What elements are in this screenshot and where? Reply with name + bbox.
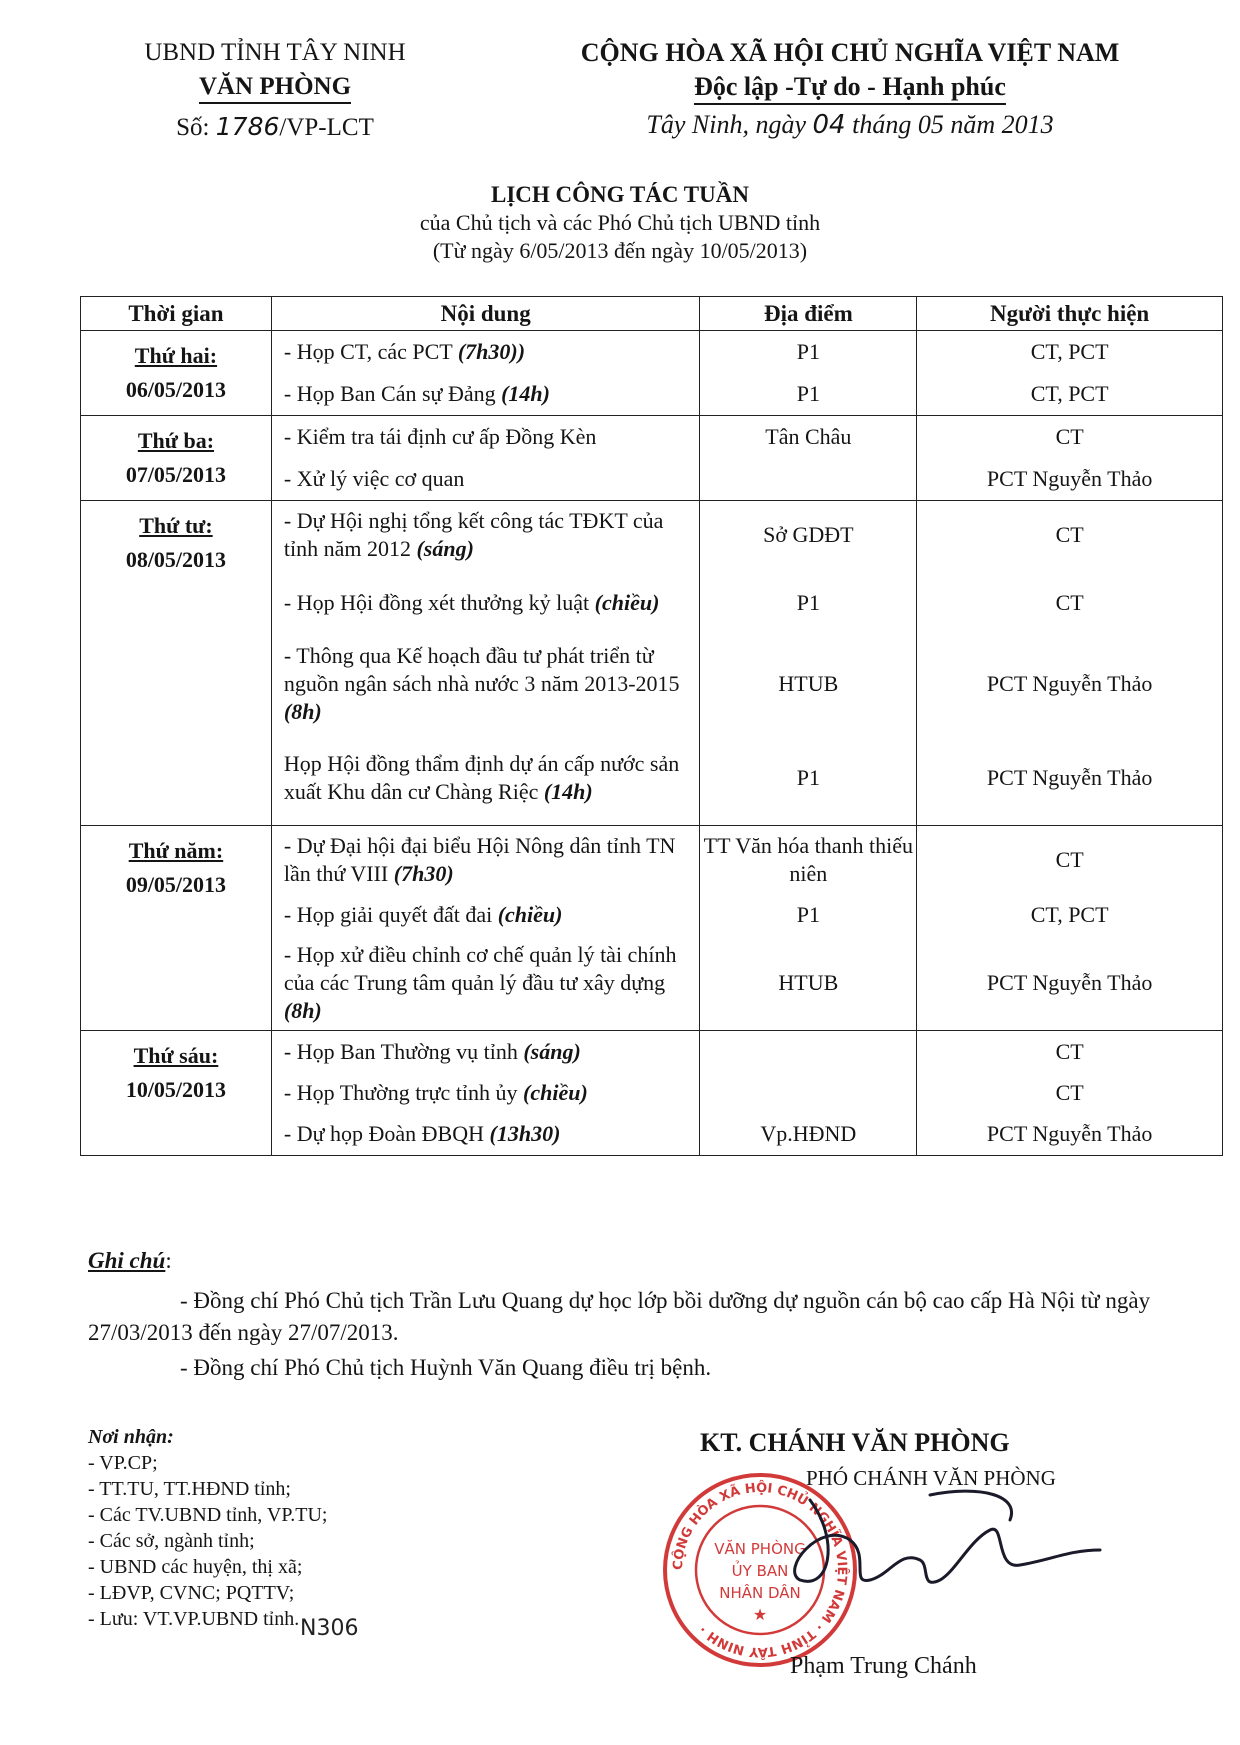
schedule-item <box>272 1031 700 1072</box>
item-text: - Thông qua Kế hoạch đầu tư phát triển từ nguồn ngân sách nhà nước 3 năm 2013-2015 <box>283 643 680 696</box>
day-name: Thứ hai: <box>134 343 218 368</box>
handwritten-signature <box>780 1480 1110 1610</box>
day-date: 09/05/2013 <box>125 872 227 897</box>
table-row <box>81 501 1223 826</box>
day-cell <box>81 416 272 501</box>
item-time: (7h30)) <box>457 339 526 364</box>
person-cell <box>917 501 1223 826</box>
issue-day-handwritten: 04 <box>812 110 846 140</box>
item-text: - Họp Hội đồng xét thưởng kỷ luật <box>283 590 595 615</box>
national-motto: Độc lập -Tự do - Hạnh phúc <box>520 70 1180 104</box>
item-person: CT <box>1055 847 1084 872</box>
item-time: (sáng) <box>523 1038 581 1064</box>
issuer-province: UBND TỈNH TÂY NINH <box>144 39 406 66</box>
header-person: Người thực hiện <box>917 297 1223 331</box>
place-cell <box>700 501 917 826</box>
schedule-item <box>272 826 700 894</box>
item-place: HTUB <box>778 970 839 995</box>
header-time: Thời gian <box>81 297 272 331</box>
seal-text-line: NHÂN DÂN <box>719 1584 801 1602</box>
item-place: P1 <box>796 339 820 364</box>
day-date: 08/05/2013 <box>125 547 227 572</box>
signature-title: KT. CHÁNH VĂN PHÒNG <box>700 1428 1010 1457</box>
seal-text-line: VĂN PHÒNG <box>714 1540 806 1558</box>
document-title: LỊCH CÔNG TÁC TUẦN <box>491 182 749 207</box>
item-person: PCT Nguyễn Thảo <box>986 671 1153 696</box>
item-person: CT, PCT <box>1030 381 1109 406</box>
place-cell <box>700 331 917 416</box>
country-name: CỘNG HÒA XÃ HỘI CHỦ NGHĨA VIỆT NAM <box>580 38 1120 67</box>
note-item: - Đồng chí Phó Chủ tịch Trần Lưu Quang dự học lớp bồi dưỡng dự nguồn cán bộ cao cấp Hà Nội từ ngày 27/03/2013 đến ngày 27/07/2013. <box>88 1288 1151 1345</box>
schedule-item <box>272 637 700 731</box>
content-cell <box>271 1031 700 1156</box>
day-cell <box>81 331 272 416</box>
day-name: Thứ tư: <box>139 513 213 538</box>
item-person: PCT Nguyễn Thảo <box>986 466 1153 491</box>
recipient-item: - VP.CP; <box>88 1452 158 1474</box>
recipient-item: - UBND các huyện, thị xã; <box>88 1556 303 1578</box>
schedule-item <box>272 936 700 1030</box>
document-date-range: (Từ ngày 6/05/2013 đến ngày 10/05/2013) <box>432 238 808 263</box>
item-person: CT <box>1055 1038 1084 1064</box>
item-time: (8h) <box>283 699 322 724</box>
note-item: - Đồng chí Phó Chủ tịch Huỳnh Văn Quang điều trị bệnh. <box>180 1355 712 1380</box>
recipient-item: - Các sở, ngành tỉnh; <box>88 1530 255 1552</box>
item-text: - Kiểm tra tái định cư ấp Đồng Kèn <box>283 424 597 449</box>
day-cell <box>81 826 272 1031</box>
content-cell <box>271 416 700 501</box>
item-place: HTUB <box>778 671 839 696</box>
content-cell <box>271 331 700 416</box>
table-header-row <box>81 297 1223 331</box>
item-text: - Họp Ban Cán sự Đảng <box>283 381 502 406</box>
item-place: P1 <box>796 381 820 406</box>
schedule-item <box>272 458 700 500</box>
schedule-item <box>272 894 700 936</box>
item-time: (14h) <box>501 381 550 406</box>
document-subtitle: của Chủ tịch và các Phó Chủ tịch UBND tỉnh <box>419 210 821 235</box>
schedule-item <box>272 569 700 637</box>
day-cell <box>81 1031 272 1156</box>
item-text: - Họp CT, các PCT <box>283 339 458 364</box>
signature-subtitle: PHÓ CHÁNH VĂN PHÒNG <box>806 1466 1056 1490</box>
item-text: - Dự họp Đoàn ĐBQH <box>283 1121 490 1146</box>
item-text: - Họp Ban Thường vụ tỉnh <box>283 1038 524 1064</box>
item-person: CT <box>1055 522 1084 547</box>
day-name: Thứ ba: <box>137 428 215 453</box>
document-number: Số: 1786/VP-LCT <box>176 112 374 141</box>
day-date: 10/05/2013 <box>125 1077 227 1102</box>
day-name: Thứ sáu: <box>133 1043 219 1068</box>
item-place: P1 <box>796 902 820 927</box>
header-content: Nội dung <box>271 297 700 331</box>
seal-star-icon: ★ <box>752 1607 768 1624</box>
seal-text-line: ỦY BAN <box>731 1562 789 1580</box>
item-time: (chiều) <box>594 590 660 615</box>
day-cell <box>81 501 272 826</box>
recipient-item: - Lưu: VT.VP.UBND tỉnh. <box>88 1608 300 1630</box>
day-name: Thứ năm: <box>128 838 224 863</box>
item-person: CT <box>1055 590 1084 615</box>
item-time: (7h30) <box>393 861 454 886</box>
schedule-item <box>272 373 700 415</box>
item-person: PCT Nguyễn Thảo <box>986 765 1153 790</box>
table-row <box>81 331 1223 416</box>
person-cell <box>917 1031 1223 1156</box>
item-time: (chiều) <box>523 1079 588 1105</box>
item-time: (13h30) <box>489 1121 561 1146</box>
item-place: TT Văn hóa thanh thiếu niên <box>703 833 914 886</box>
item-text: - Họp xử điều chỉnh cơ chế quản lý tài chính của các Trung tâm quản lý đầu tư xây dựng <box>283 942 677 995</box>
header-place: Địa điểm <box>700 297 917 331</box>
recipients-block <box>88 1424 327 1632</box>
schedule-item <box>272 1113 700 1155</box>
item-person: CT, PCT <box>1030 902 1109 927</box>
item-place <box>700 1031 916 1072</box>
person-cell <box>917 416 1223 501</box>
schedule-body <box>81 331 1223 1156</box>
issue-date: Tây Ninh, ngày 04 tháng 05 năm 2013 <box>646 110 1054 140</box>
item-place: Vp.HĐND <box>760 1121 857 1146</box>
issuer-office: VĂN PHÒNG <box>115 70 435 104</box>
place-cell <box>700 416 917 501</box>
table-row <box>81 1031 1223 1156</box>
item-text: - Họp Thường trực tỉnh ủy <box>283 1079 524 1105</box>
table-row <box>81 826 1223 1031</box>
item-person: CT <box>1055 1079 1084 1105</box>
item-text: - Dự Đại hội đại biểu Hội Nông dân tỉnh TN lần thứ VIII <box>283 833 676 886</box>
recipients-heading: Nơi nhận: <box>88 1426 174 1448</box>
item-time: (chiều) <box>497 902 563 927</box>
place-cell <box>700 1031 917 1156</box>
signer-name: Phạm Trung Chánh <box>790 1653 977 1679</box>
item-place <box>700 458 916 500</box>
item-text: - Dự Hội nghị tổng kết công tác TĐKT của tỉnh năm 2012 <box>283 508 664 561</box>
issuer-block <box>115 36 435 145</box>
day-date: 07/05/2013 <box>125 462 227 487</box>
item-person: CT, PCT <box>1030 339 1109 364</box>
schedule-item <box>272 1072 700 1113</box>
item-text: Họp Hội đồng thẩm định dự án cấp nước sản xuất Khu dân cư Chàng Riệc <box>283 751 680 804</box>
table-row <box>81 416 1223 501</box>
recipient-item: - Các TV.UBND tỉnh, VP.TU; <box>88 1504 328 1526</box>
person-cell <box>917 331 1223 416</box>
recipient-item: - LĐVP, CVNC; PQTTV; <box>88 1582 295 1604</box>
person-cell <box>917 826 1223 1031</box>
item-place: P1 <box>796 765 820 790</box>
item-person: CT <box>1055 424 1084 449</box>
item-person: PCT Nguyễn Thảo <box>986 970 1153 995</box>
item-time: (8h) <box>283 998 322 1023</box>
schedule-item <box>272 416 700 458</box>
seal-ring-text: CỘNG HÒA XÃ HỘI CHỦ NGHĨA VIỆT NAM · TỈNH TÂY NINH · <box>670 1480 850 1660</box>
item-place: Sở GDĐT <box>763 522 854 547</box>
item-time: (14h) <box>543 779 593 804</box>
schedule-item <box>272 501 700 569</box>
place-cell <box>700 826 917 1031</box>
content-cell <box>271 501 700 826</box>
handwritten-note: N306 <box>300 1616 359 1641</box>
item-text: - Họp giải quyết đất đai <box>283 902 498 927</box>
schedule-item <box>272 731 700 825</box>
item-time: (sáng) <box>416 536 474 561</box>
item-person: PCT Nguyễn Thảo <box>986 1121 1153 1146</box>
item-place: Tân Châu <box>765 424 852 449</box>
schedule-table <box>80 296 1223 1156</box>
item-place <box>700 1072 916 1113</box>
schedule-item <box>272 331 700 373</box>
item-text: - Xử lý việc cơ quan <box>283 466 465 491</box>
item-place: P1 <box>796 590 820 615</box>
national-heading <box>520 36 1180 142</box>
document-number-handwritten: 1786 <box>215 112 280 141</box>
recipient-item: - TT.TU, TT.HĐND tỉnh; <box>88 1478 291 1500</box>
notes-heading: Ghi chú: <box>88 1248 172 1273</box>
day-date: 06/05/2013 <box>125 377 227 402</box>
content-cell <box>271 826 700 1031</box>
